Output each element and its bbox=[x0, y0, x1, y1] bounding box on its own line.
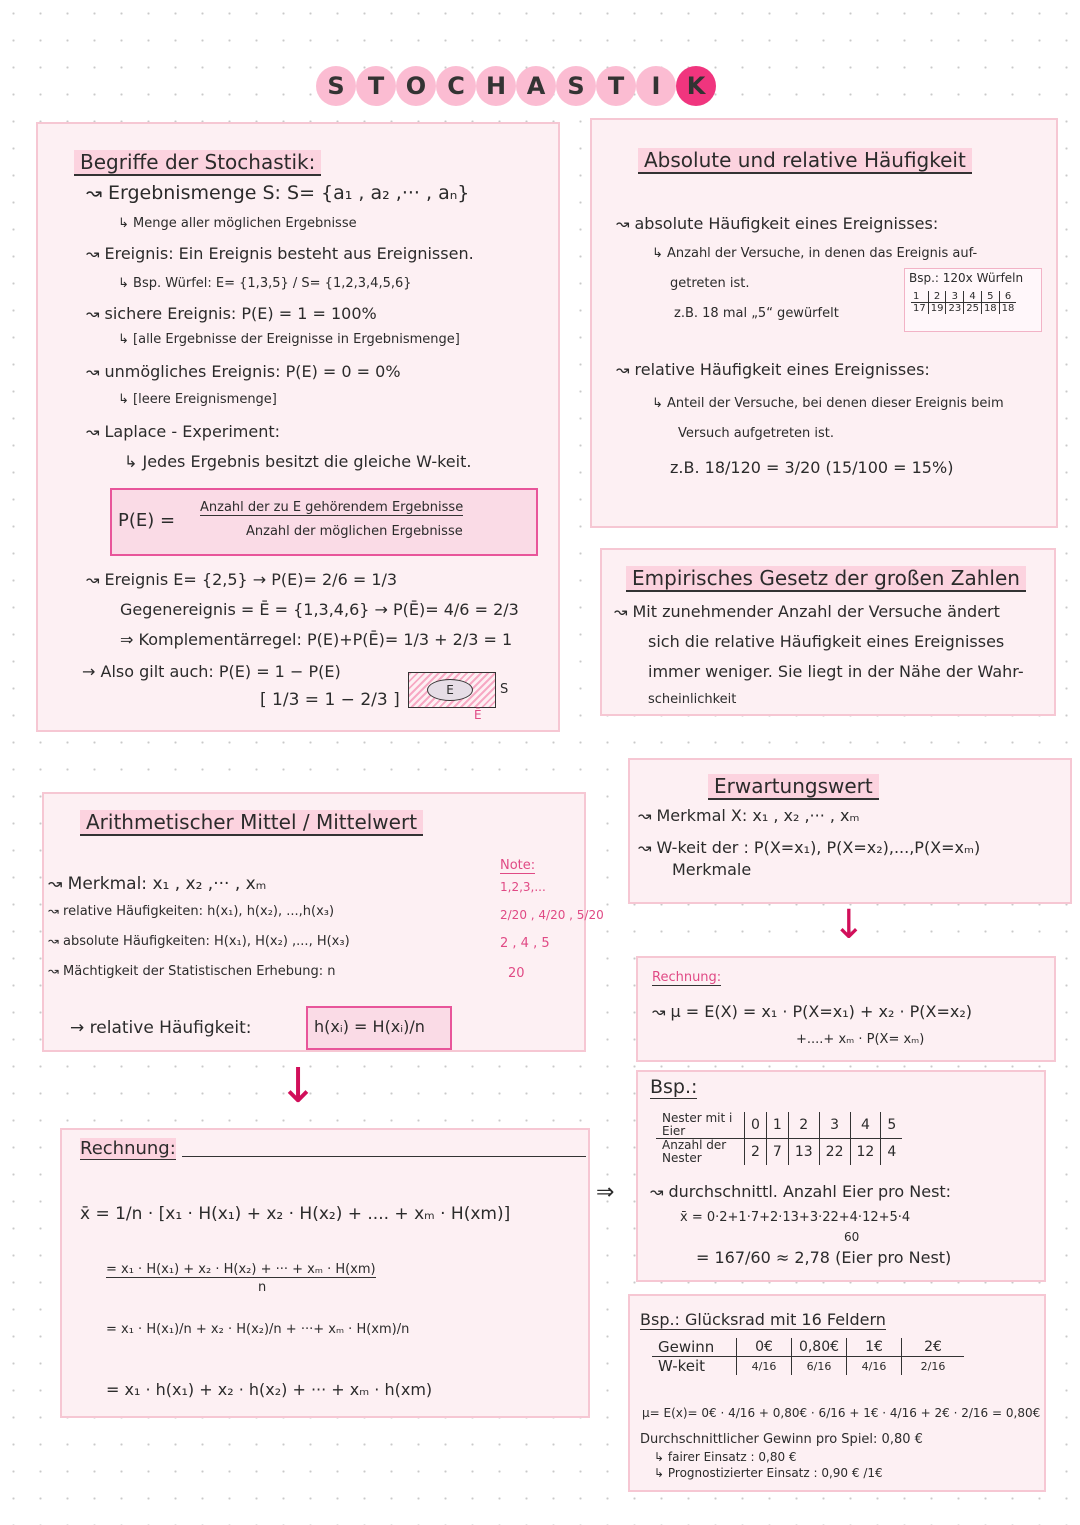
arrow-down-icon: ↓ bbox=[832, 902, 866, 948]
cell: 0 bbox=[745, 1112, 767, 1139]
cell: 3 bbox=[946, 291, 964, 303]
arith-header: Arithmetischer Mittel / Mittelwert bbox=[80, 810, 423, 836]
erwartung-header: Erwartungswert bbox=[708, 774, 879, 800]
cell: 1 bbox=[911, 291, 928, 303]
begriffe-line: ↝ sichere Ereignis: P(E) = 1 = 100% bbox=[86, 304, 377, 323]
begriffe-line: ↳ [leere Ereignismenge] bbox=[118, 392, 277, 407]
gluecksrad-table bbox=[652, 1338, 964, 1375]
gluecksrad-header: Bsp.: Glücksrad mit 16 Feldern bbox=[640, 1310, 886, 1329]
cell: 2 bbox=[928, 291, 946, 303]
gluecksrad-line: μ= E(x)= 0€ · 4/16 + 0,80€ · 6/16 + 1€ · 4/16 + 2€ · 2/16 = 0,80€ bbox=[642, 1406, 1041, 1420]
nester-line: x̄ = 0·2+1·7+2·13+3·22+4·12+5·4 bbox=[680, 1210, 911, 1225]
begriffe-line: ↝ Ergebnismenge S: S= {a₁ , a₂ ,··· , aₙ} bbox=[86, 182, 470, 204]
cell: 2€ bbox=[902, 1338, 965, 1357]
cell: 18 bbox=[981, 303, 999, 315]
title-letter: I bbox=[636, 66, 676, 106]
relative-formula: h(xᵢ) = H(xᵢ)/n bbox=[314, 1017, 425, 1036]
gesetz-line: immer weniger. Sie liegt in der Nähe der Wahr- bbox=[648, 662, 1024, 681]
cell: 1 bbox=[766, 1112, 788, 1139]
begriffe-line: ↝ Ereignis E= {2,5} → P(E)= 2/6 = 1/3 bbox=[86, 570, 398, 589]
gesetz-box bbox=[600, 548, 1056, 716]
absolut-line: z.B. 18 mal „5“ gewürfelt bbox=[674, 306, 839, 321]
wuerfel-title: Bsp.: 120x Würfeln bbox=[909, 271, 1024, 285]
title-letter: C bbox=[436, 66, 476, 106]
note-values: 1,2,3,... bbox=[500, 880, 546, 894]
begriffe-line: ↳ Jedes Ergebnis besitzt die gleiche W-keit. bbox=[124, 452, 472, 471]
venn-s-label: S bbox=[500, 682, 509, 697]
begriffe-line: ↳ Bsp. Würfel: E= {1,3,5} / S= {1,2,3,4,5,6} bbox=[118, 276, 412, 291]
venn-e-label: E bbox=[446, 683, 454, 697]
begriffe-line: ↝ Laplace - Experiment: bbox=[86, 422, 281, 441]
cell: 4 bbox=[964, 291, 982, 303]
cell: 23 bbox=[946, 303, 964, 315]
note-label: Note: bbox=[500, 858, 536, 873]
cell: 12 bbox=[850, 1139, 881, 1166]
arith-rechnung-box bbox=[60, 1128, 590, 1418]
erwartung-rechnung-header: Rechnung: bbox=[652, 970, 722, 985]
cell: 6/16 bbox=[792, 1357, 847, 1376]
divider bbox=[182, 1156, 586, 1157]
venn-diagram bbox=[408, 672, 496, 708]
wuerfel-table-box bbox=[904, 268, 1042, 332]
nester-line: = 167/60 ≈ 2,78 (Eier pro Nest) bbox=[696, 1248, 952, 1267]
erwartung-rechnung-line: +....+ xₘ · P(X= xₘ) bbox=[796, 1032, 925, 1047]
title-letter: T bbox=[596, 66, 636, 106]
nester-line: 60 bbox=[844, 1230, 860, 1244]
absolut-box bbox=[590, 118, 1058, 528]
erwartung-line: Merkmale bbox=[672, 860, 752, 879]
cell: 4/16 bbox=[847, 1357, 902, 1376]
cell: 0,80€ bbox=[792, 1338, 847, 1357]
cell: 25 bbox=[964, 303, 982, 315]
erwartung-line: ↝ Merkmal X: x₁ , x₂ ,··· , xₘ bbox=[638, 806, 860, 825]
venn-set-e bbox=[427, 679, 473, 701]
nester-bsp-header: Bsp.: bbox=[650, 1076, 698, 1098]
cell: 13 bbox=[788, 1139, 819, 1166]
cell: 22 bbox=[819, 1139, 850, 1166]
note-n: 20 bbox=[508, 966, 525, 981]
cell: 2 bbox=[788, 1112, 819, 1139]
gesetz-line: scheinlichkeit bbox=[648, 692, 737, 707]
title-letter: H bbox=[476, 66, 516, 106]
begriffe-line: ⇒ Komplementärregel: P(E)+P(Ē)= 1/3 + 2/3 = 1 bbox=[120, 630, 513, 649]
arith-line: ↝ Mächtigkeit der Statistischen Erhebung: n bbox=[48, 964, 336, 979]
nester-line: ↝ durchschnittl. Anzahl Eier pro Nest: bbox=[650, 1182, 952, 1201]
venn-ebar-label: Ē bbox=[474, 708, 482, 722]
laplace-formula-box bbox=[110, 488, 538, 556]
formula-denominator: Anzahl der möglichen Ergebnisse bbox=[246, 524, 463, 539]
gluecksrad-line: ↳ Prognostizierter Einsatz : 0,90 € /1€ bbox=[654, 1466, 883, 1480]
relative-formula-box bbox=[306, 1006, 452, 1050]
gluecksrad-line: ↳ fairer Einsatz : 0,80 € bbox=[654, 1450, 797, 1464]
cell: 5 bbox=[881, 1112, 902, 1139]
cell: 2/16 bbox=[902, 1357, 965, 1376]
gewinn-label: Gewinn bbox=[652, 1338, 737, 1357]
cell: 19 bbox=[928, 303, 946, 315]
cell: 6 bbox=[999, 291, 1016, 303]
absolut-line: ↳ Anzahl der Versuche, in denen das Ereignis auf- bbox=[652, 246, 978, 261]
absolut-line: getreten ist. bbox=[670, 276, 750, 291]
cell: 5 bbox=[981, 291, 999, 303]
formula-lhs: P(E) = bbox=[118, 510, 176, 531]
begriffe-line: ↝ unmögliches Ereignis: P(E) = 0 = 0% bbox=[86, 362, 401, 381]
begriffe-line: [ 1/3 = 1 − 2/3 ] bbox=[260, 690, 400, 710]
erwartung-line: ↝ W-keit der : P(X=x₁), P(X=x₂),...,P(X=xₘ) bbox=[638, 838, 981, 857]
begriffe-line: Gegenereignis = Ē = {1,3,4,6} → P(Ē)= 4/6 = 2/3 bbox=[120, 600, 519, 619]
arith-line: ↝ Merkmal: x₁ , x₂ ,··· , xₘ bbox=[48, 874, 267, 894]
gluecksrad-line: Durchschnittlicher Gewinn pro Spiel: 0,80 € bbox=[640, 1432, 923, 1447]
erwartung-rechnung-line: ↝ μ = E(X) = x₁ · P(X=x₁) + x₂ · P(X=x₂) bbox=[652, 1002, 973, 1021]
nester-row-label: Anzahl der Nester bbox=[662, 1138, 727, 1165]
begriffe-line: ↳ Menge aller möglichen Ergebnisse bbox=[118, 216, 357, 231]
gesetz-header: Empirisches Gesetz der großen Zahlen bbox=[626, 566, 1026, 592]
absolut-line: ↳ Anteil der Versuche, bei denen dieser Ereignis beim bbox=[652, 396, 1004, 411]
note-frac: 2/20 , 4/20 , 5/20 bbox=[500, 908, 604, 922]
page-title bbox=[300, 30, 730, 100]
cell: 3 bbox=[819, 1112, 850, 1139]
wuerfel-table bbox=[911, 291, 1016, 314]
title-letter: S bbox=[316, 66, 356, 106]
arith-box bbox=[42, 792, 604, 1052]
cell: 7 bbox=[766, 1139, 788, 1166]
cell: 1€ bbox=[847, 1338, 902, 1357]
erwartung-rechnung-box bbox=[636, 956, 1056, 1062]
title-letter: O bbox=[396, 66, 436, 106]
arith-rechnung-header: Rechnung: bbox=[80, 1138, 176, 1159]
title-letter: T bbox=[356, 66, 396, 106]
cell: 17 bbox=[913, 303, 926, 314]
arith-rechnung-line: x̄ = 1/n · [x₁ · H(x₁) + x₂ · H(x₂) + .... + xₘ · H(xm)] bbox=[80, 1204, 511, 1224]
title-letter: A bbox=[516, 66, 556, 106]
cell: 4 bbox=[850, 1112, 881, 1139]
arrow-right-icon: ⇒ bbox=[596, 1180, 615, 1205]
cell: 4/16 bbox=[737, 1357, 792, 1376]
absolut-line: ↝ absolute Häufigkeit eines Ereignisses: bbox=[616, 214, 939, 233]
arith-line: ↝ relative Häufigkeiten: h(x₁), h(x₂), ...,h(x₃) bbox=[48, 904, 335, 919]
erwartung-box bbox=[628, 758, 1072, 904]
wk-label: W-keit bbox=[658, 1357, 706, 1375]
nester-row-label: Nester mit i Eier bbox=[656, 1112, 745, 1139]
arith-rechnung-line: = x₁ · H(x₁) + x₂ · H(x₂) + ··· + xₘ · H(xm) bbox=[106, 1262, 376, 1277]
arith-line: → relative Häufigkeit: bbox=[70, 1018, 252, 1038]
formula-numerator: Anzahl der zu E gehörendem Ergebnisse bbox=[200, 500, 464, 515]
cell: 2 bbox=[745, 1139, 767, 1166]
gesetz-line: ↝ Mit zunehmender Anzahl der Versuche ändert bbox=[614, 602, 1000, 621]
title-letter: K bbox=[676, 66, 716, 106]
absolut-line: ↝ relative Häufigkeit eines Ereignisses: bbox=[616, 360, 930, 379]
arith-rechnung-denominator: n bbox=[258, 1280, 267, 1295]
cell: 0€ bbox=[737, 1338, 792, 1357]
arrow-down-icon: ↓ bbox=[278, 1058, 319, 1114]
begriffe-header: Begriffe der Stochastik: bbox=[74, 150, 321, 176]
cell: 18 bbox=[999, 303, 1016, 315]
begriffe-line: → Also gilt auch: P(E) = 1 − P(E) bbox=[82, 662, 341, 681]
absolut-line: z.B. 18/120 = 3/20 (15/100 = 15%) bbox=[670, 458, 954, 477]
gluecksrad-box bbox=[628, 1294, 1046, 1492]
begriffe-box bbox=[36, 122, 560, 732]
arith-rechnung-line: = x₁ · H(x₁)/n + x₂ · H(x₂)/n + ···+ xₘ · H(xm)/n bbox=[106, 1322, 410, 1337]
arith-rechnung-line: = x₁ · h(x₁) + x₂ · h(x₂) + ··· + xₘ · h(xm) bbox=[106, 1380, 433, 1399]
gesetz-line: sich die relative Häufigkeit eines Ereignisses bbox=[648, 632, 1005, 651]
absolut-header: Absolute und relative Häufigkeit bbox=[638, 148, 972, 174]
title-letter: S bbox=[556, 66, 596, 106]
nester-table bbox=[656, 1112, 902, 1165]
note-abs: 2 , 4 , 5 bbox=[500, 936, 550, 951]
absolut-line: Versuch aufgetreten ist. bbox=[678, 426, 835, 441]
cell: 4 bbox=[881, 1139, 902, 1166]
nester-box bbox=[636, 1070, 1046, 1282]
begriffe-line: ↝ Ereignis: Ein Ereignis besteht aus Ereignissen. bbox=[86, 244, 474, 263]
begriffe-line: ↳ [alle Ergebnisse der Ereignisse in Ergebnismenge] bbox=[118, 332, 460, 347]
arith-line: ↝ absolute Häufigkeiten: H(x₁), H(x₂) ,..., H(x₃) bbox=[48, 934, 350, 949]
